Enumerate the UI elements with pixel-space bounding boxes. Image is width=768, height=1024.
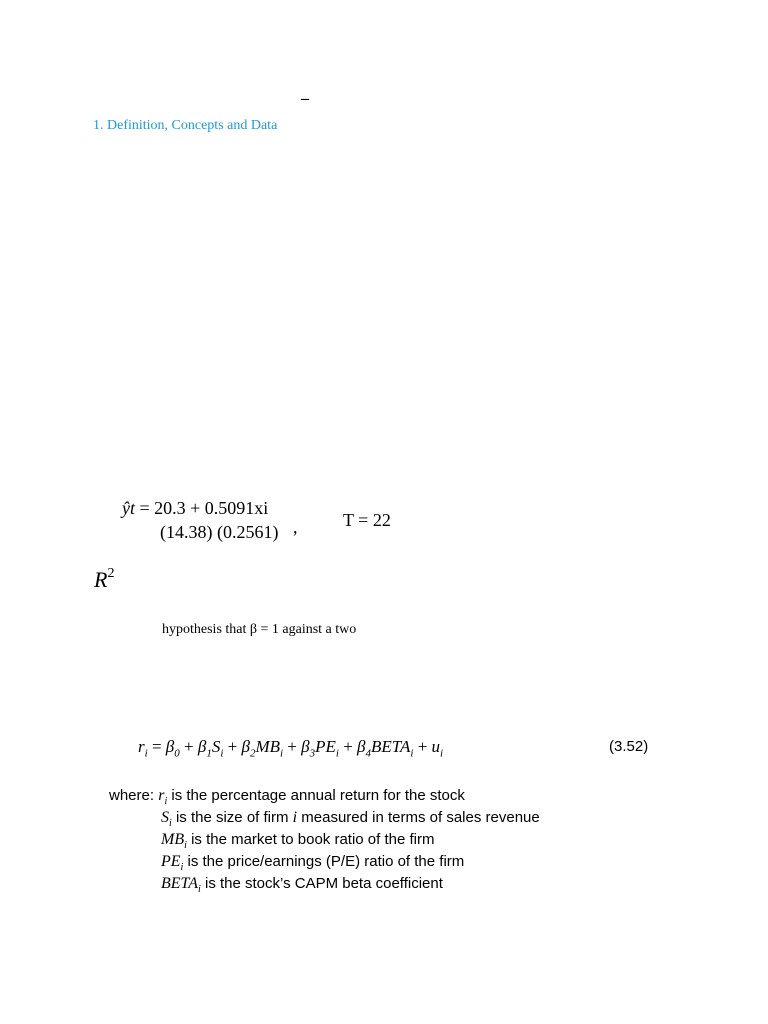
r-power: 2 [107,566,115,581]
definition-row [109,787,465,807]
r-letter: R [94,567,108,592]
yhat-symbol: ŷt [122,498,135,518]
equation-comma: , [293,517,298,537]
title-dash: – [301,90,309,107]
definition-text: is the price/earnings (P/E) ratio of the firm [187,853,465,870]
standard-errors: (14.38) (0.2561) [160,522,279,542]
definition-text: is the market to book ratio of the firm [191,831,435,848]
symbol-mb: $MB_i$ [161,831,187,852]
definition-row [161,875,443,895]
definition-row [161,809,540,829]
hypothesis-text: hypothesis that β = 1 against a two [162,622,357,637]
equation-number: (3.52) [609,738,649,755]
definition-text: is the size of firm i measured in terms of sales revenue [175,809,540,826]
symbol-pe: $PE_i$ [161,853,184,874]
definition-text: is the percentage annual return for the stock [171,787,465,804]
definition-row [161,831,435,851]
definition-text: is the stock’s CAPM beta coefficient [204,875,443,892]
model-equation: $r_i = \beta_0 + \beta_1S_i + \beta_2MB_i + \beta_3PE_i$ + $\beta_4BETA_i + u_i$ [138,737,444,760]
symbol-beta: $BETA_i$ [161,875,201,896]
r-squared-symbol [94,566,114,593]
where-label: where: [109,787,155,804]
section-heading: 1. Definition, Concepts and Data [93,118,278,133]
definition-row [161,853,464,873]
sample-size: T = 22 [343,510,391,530]
regression-rhs: = 20.3 + 0.5091xi [139,498,269,518]
regression-equation [122,498,268,519]
symbol-s: $S_i$ [161,809,172,830]
symbol-r: $r_i$ [158,787,168,808]
